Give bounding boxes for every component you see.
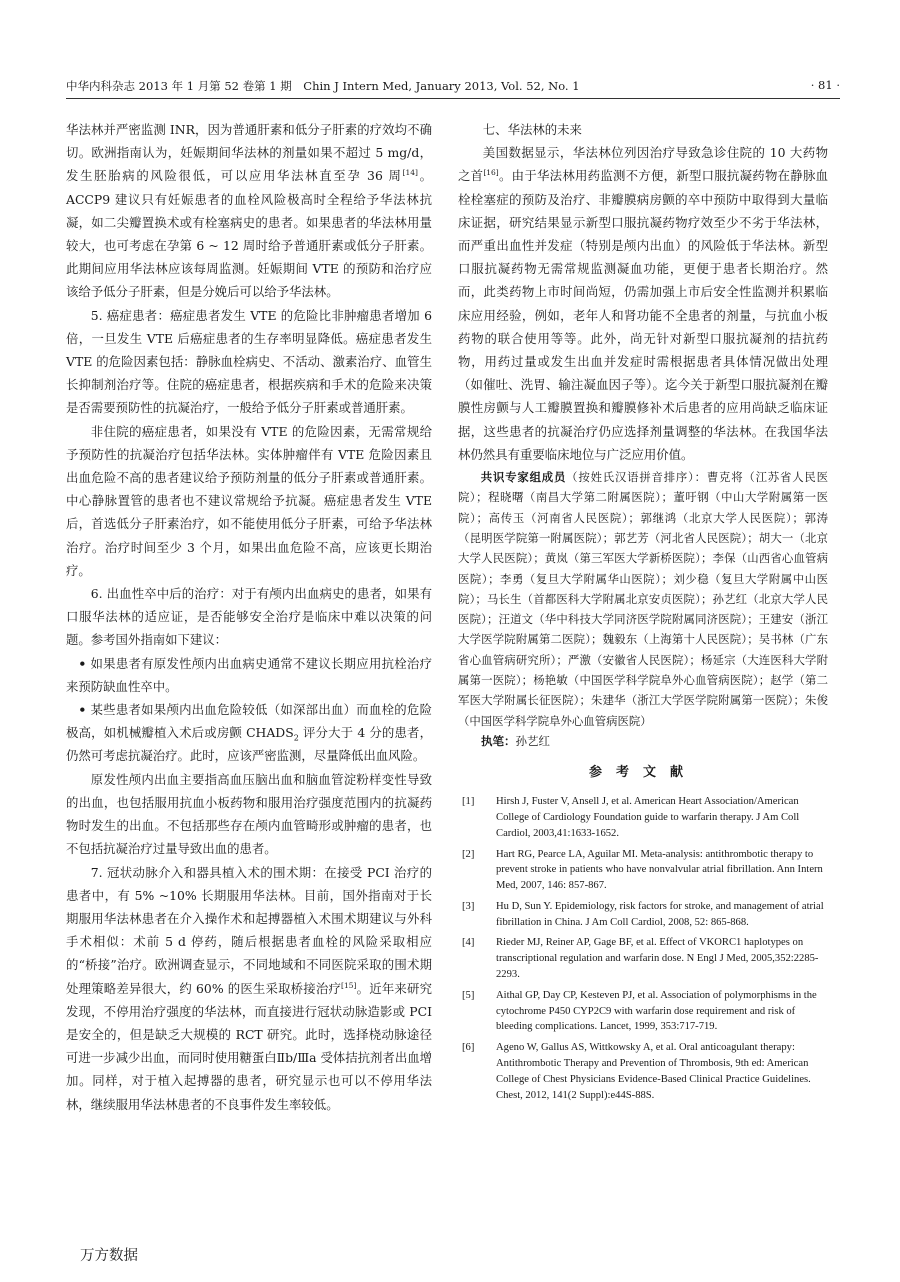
reference-list: [458, 794, 828, 1103]
bullet-item-1: • 如果患者有原发性颅内出血病史通常不建议长期应用抗栓治疗来预防缺血性卒中。: [66, 655, 432, 694]
reference-item: [2] Hart RG, Pearce LA, Aguilar MI. Meta-analysis: antithrombotic therapy to prevent stroke in patients who have nonvalvular atrial fibrillation. Ann Intern Med, 2007, 146: 857-867.: [462, 848, 823, 892]
left-column: [66, 118, 432, 1116]
bullet-icon: •: [78, 702, 87, 718]
bullet-item-2: • 某些患者如果颅内出血危险较低（如深部出血）而血栓的危险极高，如机械瓣植入术后或房颤 $CHADS_2$ 评分大于 4 分的患者，仍然可考虑抗凝治疗。此时，应该严密监测，尽量降低出血风险。: [66, 702, 432, 764]
reference-item: [1] Hirsh J, Fuster V, Ansell J, et al. American Heart Association/American College of Cardiology Foundation guide to warfarin therapy. J Am Coll Cardiol, 2003,41:1633-1652.: [462, 796, 800, 839]
references-heading: 参考文献: [588, 764, 697, 780]
paragraph-pregnancy: 华法林并严密监测 INR，因为普通肝素和低分子肝素的疗效均不确切。欧洲指南认为，妊娠期间华法林的剂量如果不超过 5 mg/d，发生胚胎病的风险很低，可以应用华法林直至孕 36 周[14]。ACCP9 建议只有妊娠患者的血栓风险极高时全程给予华法林抗凝，如二尖瓣置换术或有栓塞病史的患者。如果患者的华法林用量较大，也可考虑在孕第 6 ~ 12 周时给予普通肝素或低分子肝素。此期间应用华法林应该每周监测。妊娠期间 VTE 的预防和治疗应该给予低分子肝素，但是分娩后可以给予华法林。: [66, 122, 432, 300]
page-number: · 81 ·: [810, 78, 840, 92]
paragraph-cancer-patients: 5. 癌症患者：癌症患者发生 VTE 的危险比非肿瘤患者增加 6 倍，一旦发生 VTE 后癌症患者的生存率明显降低。癌症患者发生 VTE 的危险因素包括：静脉血栓病史、不活动、激素治疗、血管生长抑制剂治疗等。住院的癌症患者，根据疾病和手术的危险来决策是否需要预防性的抗凝治疗，一般给予低分子肝素或普通肝素。: [66, 307, 432, 416]
paragraph-primary-hemorrhage: 原发性颅内出血主要指高血压脑出血和脑血管淀粉样变性导致的出血，也包括服用抗血小板药物和服用治疗强度范围内的抗凝药物时发生的出血。不包括那些存在颅内血管畸形或肿瘤的患者，也不包括抗凝治疗过量导致出血的患者。: [66, 771, 432, 857]
reference-item: [3] Hu D, Sun Y. Epidemiology, risk factors for stroke, and management of atrial fibrillation in China. J Am Coll Cardiol, 2008, 52: 865-868.: [462, 900, 824, 928]
reference-item: [4] Rieder MJ, Reiner AP, Gage BF, et al. Effect of VKORC1 haplotypes on transcriptional regulation and warfarin dose. N Engl J Med, 2005,352:2285-2293.: [462, 937, 819, 981]
bullet-icon: •: [78, 655, 87, 671]
paragraph-outpatient-cancer: 非住院的癌症患者，如果没有 VTE 的危险因素，无需常规给予预防性的抗凝治疗包括华法林。实体肿瘤伴有 VTE 危险因素且出血危险不高的患者建议给予预防剂量的低分子肝素或普通肝素。中心静脉置管的患者也不建议常规给予抗凝。癌症患者发生 VTE 后，首选低分子肝素治疗，如不能使用低分子肝素，可给予华法林治疗。治疗时间至少 3 个月，如果出血危险不高，应该更长期治疗。: [66, 423, 432, 578]
citation-14[interactable]: [14]: [402, 168, 418, 178]
watermark: 万方数据: [80, 1248, 138, 1264]
paragraph-hemorrhagic-stroke: 6. 出血性卒中后的治疗：对于有颅内出血病史的患者，如果有口服华法林的适应证，是否能够安全治疗是临床中难以决策的问题。参考国外指南如下建议：: [66, 586, 432, 648]
citation-16[interactable]: [16]: [483, 168, 499, 178]
paragraph-future: 美国数据显示，华法林位列因治疗导致急诊住院的 10 大药物之首[16]。由于华法林用药监测不方便，新型口服抗凝药物在静脉血栓栓塞症的预防及治疗、非瓣膜病房颤的卒中预防中取得到大量临床证据，研究结果显示新型口服抗凝药物疗效至少不劣于华法林，而严重出血性并发症（特别是颅内出血）的风险低于华法林。新型口服抗凝药物无需常规监测凝血功能，更便于患者长期治疗。然而，此类药物上市时间尚短，仍需加强上市后安全性监测并积累临床应用经验，例如，老年人和肾功能不全患者的剂量，与抗血小板药物的联合使用等等。此外，尚无针对新型口服抗凝剂的拮抗药物，用药过量或发生出血并发症时需根据患者具体情况做出处理（如催吐、洗胃、输注凝血因子等）。迄今关于新型口服抗凝剂在瓣膜性房颤与人工瓣膜置换和瓣膜修补术后患者的应用尚缺乏临床证据，这些患者的抗凝治疗仍应选择剂量调整的华法林。在我国华法林仍然具有重要临床地位与广泛应用价值。: [458, 145, 828, 462]
expert-panel-list: 共识专家组成员（按姓氏汉语拼音排序）：曹克将（江苏省人民医院）；程晓曙（南昌大学第二附属医院）；董吁钢（中山大学附属第一医院）；高传玉（河南省人民医院）；郭继鸿（北京大学人民医院）；郭涛（昆明医学院第一附属医院）；郭艺芳（河北省人民医院）；胡大一（北京大学人民医院）；黄岚（第三军医大学新桥医院）；李保（山西省心血管病医院）；李勇（复旦大学附属华山医院）；刘少稳（复旦大学附属中山医院）；马长生（首都医科大学附属北京安贞医院）；孙艺红（北京大学人民医院）；汪道文（华中科技大学同济医学院附属同济医院）；王建安（浙江大学医学院附属第二医院）；魏毅东（上海第十人民医院）；吴书林（广东省心血管病研究所）；严激（安徽省人民医院）；杨延宗（大连医科大学附属第一医院）；杨艳敏（中国医学科学院阜外心血管病医院）；赵学（第二军医大学附属长征医院）；朱建华（浙江大学医学院附属第一医院）；朱俊（中国医学科学院阜外心血管病医院）: [458, 470, 828, 728]
paragraph-perioperative: 7. 冠状动脉介入和器具植入术的围术期：在接受 PCI 治疗的患者中，有 5% ~10% 长期服用华法林。目前，国外指南对于长期服用华法林患者在介入操作术和起搏器植入术围术期建议与外科手术相似：术前 5 d 停药，随后根据患者血栓的风险采取相应的“桥接”治疗。欧洲调查显示，不同地域和不同医院采取的围术期处理策略差异很大，约 60% 的医生采取桥接治疗[15]。近年来研究发现，不停用治疗强度的华法林，而直接进行冠状动脉造影或 PCI 是安全的，但是缺乏大规模的 RCT 研究。此时，选择桡动脉途径可进一步减少出血，而同时使用糖蛋白Ⅱb/Ⅲa 受体拮抗剂者出血增加。同样，对于植入起搏器的患者，研究显示也可以不停用华法林，继续服用华法林患者的不良事件发生率较低。: [66, 864, 432, 1112]
citation-15[interactable]: [15]: [341, 980, 357, 990]
author-line: 执笔：孙艺红: [481, 733, 550, 748]
right-column: [458, 118, 828, 1108]
running-header: [66, 74, 840, 99]
section-heading: 七、华法林的未来: [482, 122, 582, 137]
journal-citation: 中华内科杂志 2013 年 1 月第 52 卷第 1 期 Chin J Intern Med, January 2013, Vol. 52, No. 1: [66, 79, 580, 93]
reference-item: [6] Ageno W, Gallus AS, Wittkowsky A, et al. Oral anticoagulant therapy: Antithrombotic Therapy and Prevention of Thrombosis, 9th ed: American College of Chest Physicians Evidence-Based Clinical Practice Guidelines. Chest, 2012, 141(2 Suppl):e44S-88S.: [462, 1042, 811, 1101]
reference-item: [5] Aithal GP, Day CP, Kesteven PJ, et al. Association of polymorphisms in the cytochrome P450 CYP2C9 with warfarin dose requirement and risk of bleeding complications. Lancet, 1999, 353:717-719.: [462, 989, 817, 1033]
